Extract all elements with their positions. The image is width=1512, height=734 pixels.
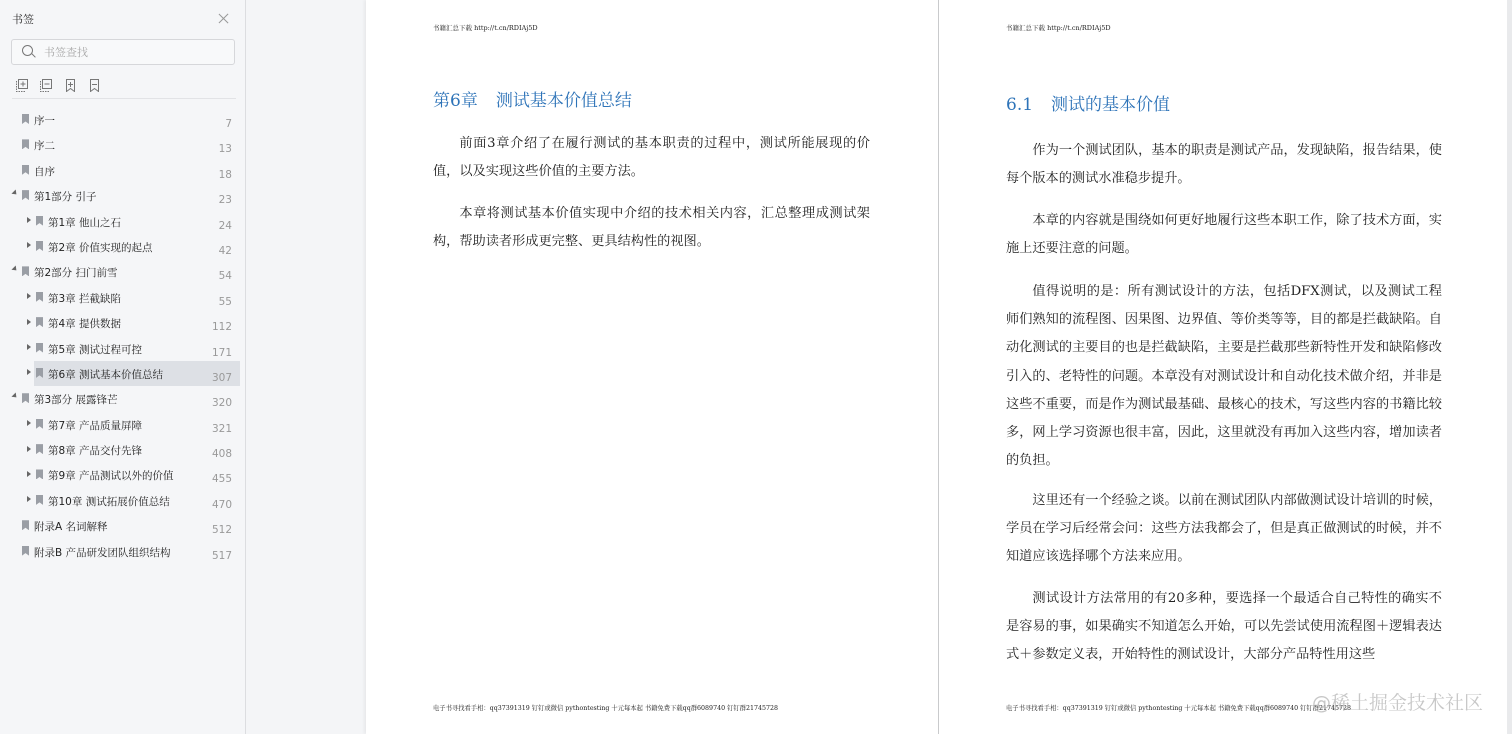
bookmark-label: 第9章 产品测试以外的价值 (48, 470, 174, 483)
bookmark-item[interactable] (0, 462, 246, 487)
bookmark-label: 第1部分 引子 (34, 191, 97, 204)
paragraph: 本章将测试基本价值实现中介绍的技术相关内容，汇总整理成测试架构，帮助读者形成更完整、更具结构性的视图。 (433, 206, 870, 250)
bookmark-page-number: 7 (225, 118, 232, 130)
bookmark-icon (36, 469, 43, 479)
bookmark-label: 序二 (34, 140, 55, 153)
search-icon (22, 45, 36, 59)
toolbar-divider (12, 98, 236, 99)
caret-down-icon[interactable] (11, 190, 18, 197)
bookmark-item[interactable] (0, 310, 246, 335)
bookmark-search[interactable] (11, 39, 235, 65)
bookmark-tree (0, 107, 246, 564)
bookmark-item[interactable] (0, 336, 246, 361)
bookmark-item[interactable] (0, 488, 246, 513)
bookmark-page-number: 320 (211, 397, 232, 410)
section-title: 测试的基本价值 (1051, 95, 1171, 115)
expand-all-icon[interactable] (16, 78, 29, 92)
bookmark-page-number: 408 (211, 448, 232, 461)
bookmark-page-number: 307 (211, 371, 232, 384)
bookmark-icon (36, 419, 43, 429)
bookmark-label: 序一 (34, 115, 55, 127)
bookmark-icon (22, 114, 29, 124)
document-page-right (939, 0, 1507, 734)
bookmark-item[interactable] (0, 513, 246, 538)
bookmark-item[interactable] (0, 437, 246, 462)
remove-bookmark-icon[interactable] (88, 78, 101, 92)
page-footer: 电子书寻找看手相：qq37391319 钉钉或微信 pythontesting 十元每本起 书籍免费下载qq群6089740 钉钉群21745728 (1006, 705, 1352, 712)
page-footer: 电子书寻找看手相：qq37391319 钉钉或微信 pythontesting 十元每本起 书籍免费下载qq群6089740 钉钉群21745728 (433, 705, 779, 712)
caret-right-icon[interactable] (27, 446, 31, 452)
bookmark-page-number: 470 (211, 498, 232, 511)
bookmark-icon (22, 139, 29, 149)
bookmark-icon (36, 495, 43, 505)
paragraph: 前面3章介绍了在履行测试的基本职责的过程中，测试所能展现的价值，以及实现这些价值的主要方法。 (433, 136, 870, 180)
bookmark-page-number: 23 (218, 194, 232, 207)
bookmark-icon (36, 444, 43, 454)
caret-right-icon[interactable] (27, 242, 31, 248)
page-header: 书籍汇总下载 http://t.cn/RDIAj5D (1006, 24, 1111, 32)
bookmark-item[interactable] (0, 132, 246, 157)
bookmark-sidebar (0, 0, 246, 734)
caret-down-icon[interactable] (11, 266, 18, 273)
bookmark-page-number: 18 (218, 168, 232, 181)
bookmark-icon (22, 165, 29, 175)
bookmark-label: 第4章 提供数据 (48, 318, 122, 331)
paragraph: 作为一个测试团队，基本的职责是测试产品，发现缺陷，报告结果，使每个版本的测试水准稳步提升。 (1006, 143, 1442, 187)
bookmark-label: 第10章 测试拓展价值总结 (48, 495, 170, 508)
chapter-number: 第6章 (433, 91, 478, 111)
bookmark-label: 第2章 价值实现的起点 (48, 241, 153, 254)
bookmark-icon (36, 343, 43, 353)
sidebar-title: 书签 (12, 13, 34, 26)
bookmark-item[interactable] (0, 412, 246, 437)
vertical-scrollbar[interactable] (1507, 0, 1512, 734)
watermark: @稀土掘金技术社区 (1312, 692, 1484, 714)
bookmark-icon (22, 190, 29, 200)
paragraph: 值得说明的是：所有测试设计的方法，包括DFX测试，以及测试工程师们熟知的流程图、因果图、边界值、等价类等等，目的都是拦截缺陷。自动化测试的主要目的也是拦截缺陷，主要是拦截那些新特性开发和缺陷修改引入的、老特性的问题。本章没有对测试设计和自动化技术做介绍，并非是这些不重要，而是作为测试最基础、最核心的技术，写这些内容的书籍比较多，网上学习资源也很丰富，因此，这里就没有再加入这些内容，增加读者的负担。 (1006, 284, 1442, 469)
paragraph: 本章的内容就是围绕如何更好地履行这些本职工作，除了技术方面，实施上还要注意的问题。 (1006, 213, 1442, 257)
bookmark-icon (22, 520, 29, 530)
bookmark-item[interactable] (0, 285, 246, 310)
bookmark-item[interactable] (0, 386, 246, 411)
bookmark-page-number: 13 (218, 143, 232, 156)
caret-right-icon[interactable] (27, 319, 31, 325)
bookmark-label: 第3章 拦截缺陷 (48, 292, 122, 305)
bookmark-page-number: 42 (218, 244, 232, 257)
bookmark-page-number: 54 (218, 270, 232, 283)
bookmark-item[interactable] (0, 259, 246, 284)
caret-right-icon[interactable] (27, 293, 31, 299)
bookmark-item[interactable] (0, 361, 246, 386)
document-page-left (366, 0, 938, 734)
bookmark-icon (22, 546, 29, 556)
bookmark-label: 第7章 产品质量屏障 (48, 419, 143, 432)
bookmark-icon (22, 393, 29, 403)
bookmark-item[interactable] (0, 539, 246, 564)
bookmark-label: 第1章 他山之石 (48, 216, 122, 229)
bookmark-label: 附录A 名词解释 (34, 521, 108, 534)
bookmark-label: 第5章 测试过程可控 (48, 343, 143, 356)
bookmark-icon (36, 216, 43, 226)
paragraph: 测试设计方法常用的有20多种，要选择一个最适合自己特性的确实不是容易的事，如果确实不知道怎么开始，可以先尝试使用流程图＋逻辑表达式＋参数定义表，开始特性的测试设计，大部分产品特性用这些 (1006, 591, 1442, 663)
bookmark-label: 附录B 产品研发团队组织结构 (34, 546, 171, 559)
bookmark-search-input[interactable] (44, 46, 224, 59)
bookmark-label: 第6章 测试基本价值总结 (48, 368, 164, 381)
bookmark-item[interactable] (0, 158, 246, 183)
bookmark-item[interactable] (0, 183, 246, 208)
bookmark-icon (36, 317, 43, 327)
bookmark-item[interactable] (0, 209, 246, 234)
bookmark-item[interactable] (0, 107, 246, 132)
collapse-all-icon[interactable] (40, 78, 53, 92)
bookmark-page-number: 112 (211, 321, 232, 334)
bookmark-label: 第3部分 展露锋芒 (34, 394, 118, 407)
caret-right-icon[interactable] (27, 344, 31, 350)
bookmark-item[interactable] (0, 234, 246, 259)
section-heading (1006, 90, 1170, 115)
bookmark-icon (36, 241, 43, 251)
caret-right-icon[interactable] (27, 369, 31, 375)
bookmark-page-number: 55 (218, 295, 232, 308)
caret-right-icon[interactable] (27, 496, 31, 502)
bookmark-label: 第8章 产品交付先锋 (48, 445, 143, 458)
close-icon[interactable] (217, 12, 231, 26)
chapter-heading (433, 86, 632, 111)
caret-right-icon[interactable] (27, 471, 31, 477)
chapter-title: 测试基本价值总结 (495, 91, 632, 111)
bookmark-page-number: 512 (211, 524, 232, 537)
bookmark-label: 自序 (34, 165, 55, 178)
paragraph: 这里还有一个经验之谈。以前在测试团队内部做测试设计培训的时候，学员在学习后经常会问：这些方法我都会了，但是真正做测试的时候，并不知道应该选择哪个方法来应用。 (1006, 493, 1442, 565)
bookmark-icon (36, 292, 43, 302)
bookmark-page-number: 24 (218, 219, 232, 232)
sidebar-header (12, 10, 231, 28)
page-header: 书籍汇总下载 http://t.cn/RDIAj5D (433, 24, 538, 32)
bookmark-label: 第2部分 扫门前雪 (34, 267, 118, 280)
caret-right-icon[interactable] (27, 217, 31, 223)
add-bookmark-icon[interactable] (64, 78, 77, 92)
caret-right-icon[interactable] (27, 420, 31, 426)
bookmark-page-number: 321 (211, 422, 232, 435)
bookmark-page-number: 455 (211, 473, 232, 486)
bookmark-toolbar (16, 78, 101, 92)
bookmark-icon (22, 266, 29, 276)
bookmark-page-number: 517 (211, 549, 232, 562)
bookmark-page-number: 171 (211, 346, 232, 359)
section-number: 6.1 (1006, 95, 1034, 115)
caret-down-icon[interactable] (11, 393, 18, 400)
